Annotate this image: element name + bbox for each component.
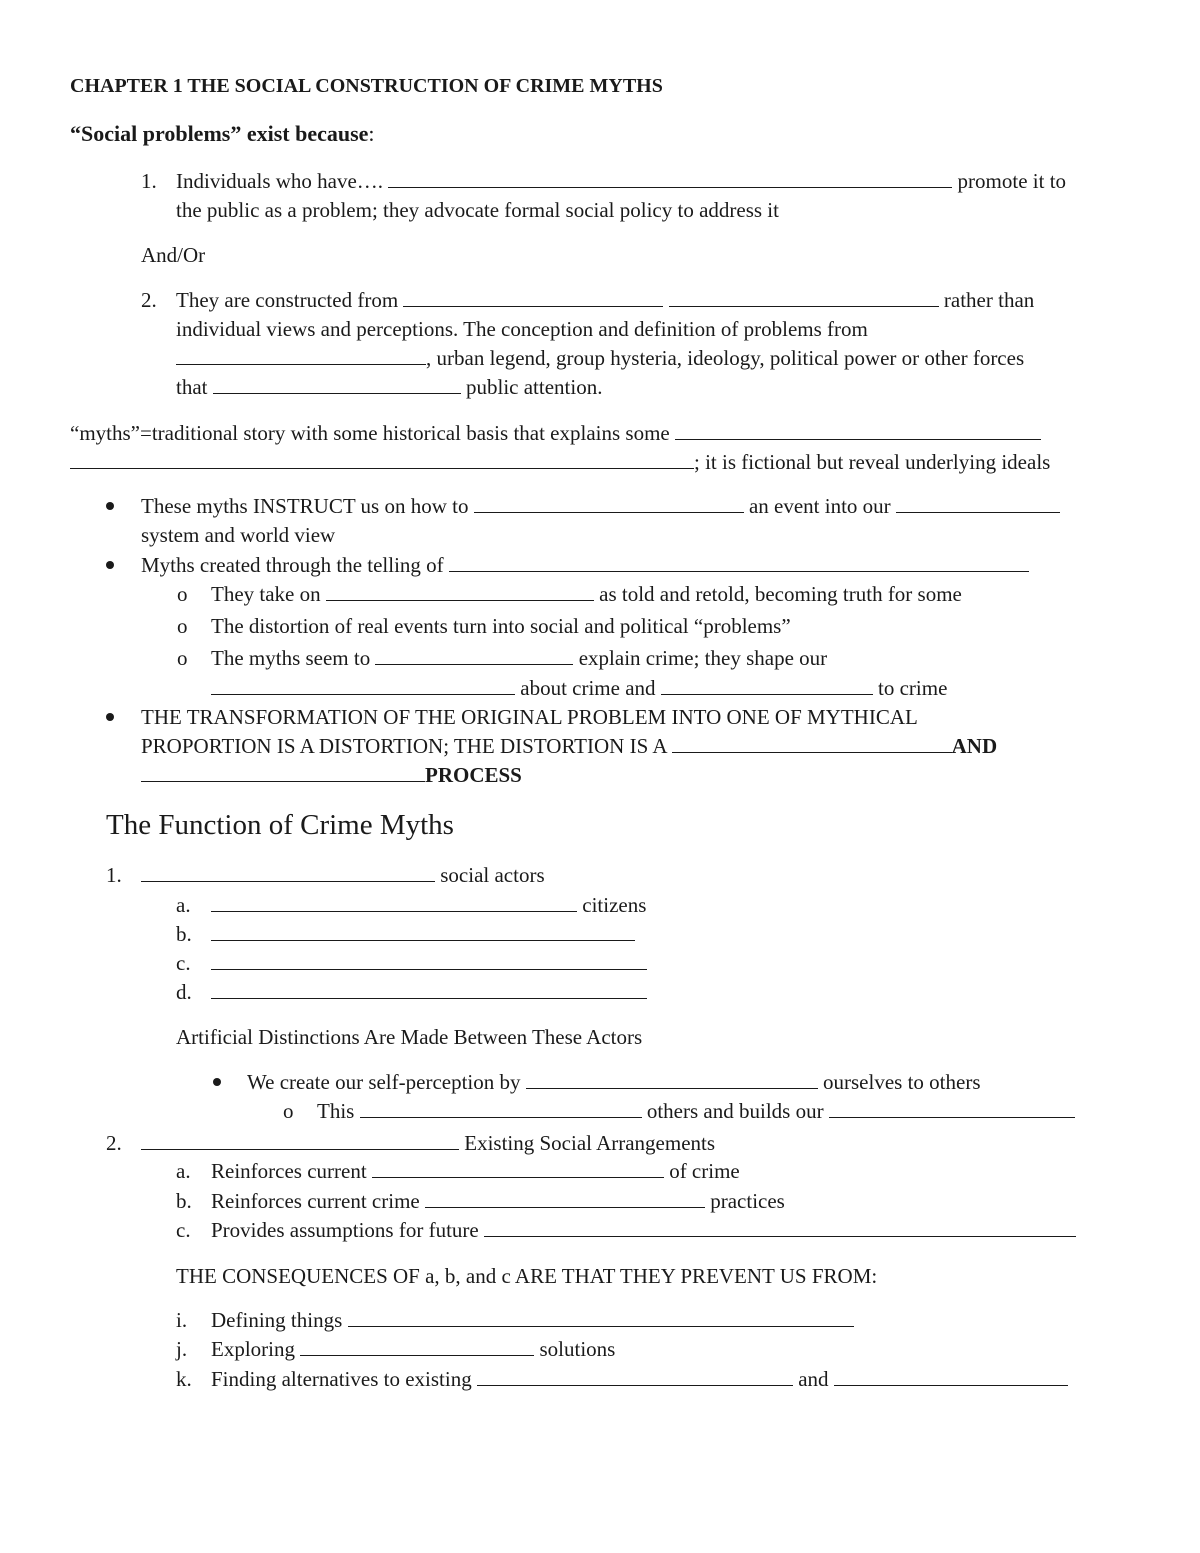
consequence-i-label: i. [176, 1308, 188, 1332]
blank-field[interactable] [300, 1337, 534, 1356]
blank-field[interactable] [326, 582, 594, 601]
intro-item2-text-d: , urban legend, group hysteria, ideology, political power or other forces [426, 346, 1025, 370]
this-line [317, 1098, 1075, 1124]
blank-field[interactable] [211, 980, 647, 999]
bullet-icon [106, 502, 114, 510]
myths-sub3-text-a: The myths seem to [211, 646, 371, 670]
self-perception-text-a: We create our self-perception by [247, 1070, 521, 1094]
sub-bullet-marker: o [177, 614, 188, 638]
blank-field[interactable] [834, 1367, 1068, 1386]
myths-sub1-text-a: They take on [211, 582, 321, 606]
consequence-k-text-a: Finding alternatives to existing [211, 1367, 472, 1391]
function-c-line [211, 950, 647, 976]
blank-field[interactable] [661, 676, 873, 695]
function-d-label: d. [176, 980, 192, 1004]
myths-sub3-text-c: about crime and [520, 676, 656, 700]
blank-field[interactable] [211, 893, 577, 912]
function-item2-number: 2. [106, 1131, 122, 1155]
intro-item1-text-b: promote it to [957, 169, 1067, 193]
myths-bullet1-text-c: system and world view [141, 523, 336, 547]
function-c-label: c. [176, 951, 191, 975]
function-a-line [211, 892, 646, 918]
bullet-icon [106, 713, 114, 721]
myths-bullet3-text-a: THE TRANSFORMATION OF THE ORIGINAL PROBLEM INTO ONE OF MYTHICAL [141, 705, 918, 729]
function2-c-line [211, 1217, 1076, 1243]
blank-field[interactable] [675, 421, 1041, 440]
blank-field[interactable] [360, 1099, 642, 1118]
blank-field[interactable] [141, 763, 425, 782]
intro-item1-number: 1. [141, 169, 157, 193]
function2-c-label: c. [176, 1218, 191, 1242]
intro-item2-number: 2. [141, 288, 157, 312]
blank-field[interactable] [211, 676, 515, 695]
myths-sub2-text: The distortion of real events turn into social and political “problems” [211, 614, 791, 638]
intro-item1-text-c: the public as a problem; they advocate formal social policy to address it [176, 198, 779, 222]
chapter-title: CHAPTER 1 THE SOCIAL CONSTRUCTION OF CRIME MYTHS [70, 75, 663, 97]
function2-b-text-b: practices [710, 1189, 785, 1213]
blank-field[interactable] [672, 734, 952, 753]
and-or-text: And/Or [141, 243, 206, 267]
intro-item1-text-a: Individuals who have…. [176, 169, 384, 193]
blank-field[interactable] [176, 346, 426, 365]
function-b-label: b. [176, 922, 192, 946]
consequence-j-line [211, 1336, 615, 1362]
function-a-label: a. [176, 893, 191, 917]
consequence-k-label: k. [176, 1367, 192, 1391]
this-text-a: This [317, 1099, 355, 1123]
myths-sub3-line1 [211, 645, 827, 671]
blank-field[interactable] [484, 1218, 1076, 1237]
self-perception-text-b: ourselves to others [823, 1070, 981, 1094]
function2-a-text-b: of crime [669, 1159, 740, 1183]
blank-field[interactable] [141, 863, 435, 882]
consequence-j-label: j. [176, 1337, 188, 1361]
blank-field[interactable] [211, 951, 647, 970]
intro-item2-line3 [176, 345, 1024, 371]
intro-item2-line4 [176, 374, 602, 400]
myths-sub3-text-d: to crime [878, 676, 948, 700]
consequence-k-line [211, 1366, 1068, 1392]
function-b-line [211, 921, 635, 947]
blank-field[interactable] [474, 494, 744, 513]
intro-heading [70, 121, 375, 147]
blank-field[interactable] [526, 1070, 818, 1089]
function2-a-label: a. [176, 1159, 191, 1183]
function-a-text: citizens [582, 893, 647, 917]
function-item1-line [141, 862, 545, 888]
consequence-k-text-b: and [798, 1367, 829, 1391]
blank-field[interactable] [372, 1159, 664, 1178]
myths-sub1-text-b: as told and retold, becoming truth for some [599, 582, 962, 606]
blank-field[interactable] [403, 288, 663, 307]
myths-def-line2 [70, 449, 1050, 475]
intro-item2-text-f: public attention. [466, 375, 603, 399]
blank-field[interactable] [375, 646, 573, 665]
consequence-i-text: Defining things [211, 1308, 343, 1332]
myths-bullet3-line2 [141, 733, 997, 759]
blank-field[interactable] [211, 922, 635, 941]
consequences-text: THE CONSEQUENCES OF a, b, and c ARE THAT THEY PREVENT US FROM: [176, 1264, 878, 1288]
sub-bullet-marker: o [177, 646, 188, 670]
myths-def-text-a: “myths”=traditional story with some historical basis that explains some [70, 421, 670, 445]
intro-item1-line1 [176, 168, 1066, 194]
function-d-line [211, 979, 647, 1005]
intro-item2-text-c: individual views and perceptions. The conception and definition of problems from [176, 317, 868, 341]
function2-b-line [211, 1188, 785, 1214]
blank-field[interactable] [388, 169, 952, 188]
bullet-icon [213, 1078, 221, 1086]
myths-bullet3-process: PROCESS [425, 763, 522, 787]
myths-bullet1-text-b: an event into our [748, 494, 891, 518]
myths-bullet1-text-a: These myths INSTRUCT us on how to [141, 494, 469, 518]
intro-item2-line1 [176, 287, 1034, 313]
function2-a-text-a: Reinforces current [211, 1159, 367, 1183]
myths-bullet3-and: AND [951, 734, 998, 758]
myths-bullet3-line3 [141, 762, 522, 788]
consequence-j-text-b: solutions [539, 1337, 616, 1361]
consequence-i-line [211, 1307, 854, 1333]
blank-field[interactable] [896, 494, 1060, 513]
blank-field[interactable] [348, 1308, 854, 1327]
self-perception-line [247, 1069, 981, 1095]
function-item1-text: social actors [440, 863, 545, 887]
intro-item2-text-b: rather than [943, 288, 1035, 312]
myths-sub3-line2 [211, 675, 947, 701]
function2-b-label: b. [176, 1189, 192, 1213]
this-text-b: others and builds our [646, 1099, 824, 1123]
sub-bullet-marker: o [177, 582, 188, 606]
function2-c-text: Provides assumptions for future [211, 1218, 479, 1242]
bullet-icon [106, 561, 114, 569]
sub-bullet-marker: o [283, 1099, 294, 1123]
function-item1-number: 1. [106, 863, 122, 887]
intro-item2-text-e: that [176, 375, 208, 399]
function-item2-line [141, 1130, 715, 1156]
myths-def-line1 [70, 420, 1041, 446]
consequence-j-text-a: Exploring [211, 1337, 295, 1361]
blank-field[interactable] [425, 1189, 705, 1208]
myths-bullet3-text-b: PROPORTION IS A DISTORTION; THE DISTORTION IS A [141, 734, 667, 758]
myths-bullet2-text: Myths created through the telling of [141, 553, 444, 577]
function2-b-text-a: Reinforces current crime [211, 1189, 420, 1213]
blank-field[interactable] [477, 1367, 793, 1386]
artificial-distinctions-text: Artificial Distinctions Are Made Between These Actors [176, 1025, 643, 1049]
function-heading: The Function of Crime Myths [106, 809, 454, 841]
blank-field[interactable] [669, 288, 939, 307]
myths-bullet2-line [141, 552, 1029, 578]
myths-sub3-text-b: explain crime; they shape our [578, 646, 828, 670]
blank-field[interactable] [449, 553, 1029, 572]
blank-field[interactable] [829, 1099, 1075, 1118]
blank-field[interactable] [141, 1131, 459, 1150]
intro-heading-colon: : [368, 121, 375, 146]
myths-sub1-line [211, 581, 962, 607]
function2-a-line [211, 1158, 740, 1184]
myths-bullet1-line1 [141, 493, 1060, 519]
myths-def-text-b: ; it is fictional but reveal underlying ideals [694, 450, 1051, 474]
intro-heading-text: “Social problems” exist because [70, 121, 369, 146]
blank-field[interactable] [70, 450, 694, 469]
blank-field[interactable] [213, 375, 461, 394]
function-item2-text: Existing Social Arrangements [464, 1131, 716, 1155]
intro-item2-text-a: They are constructed from [176, 288, 399, 312]
